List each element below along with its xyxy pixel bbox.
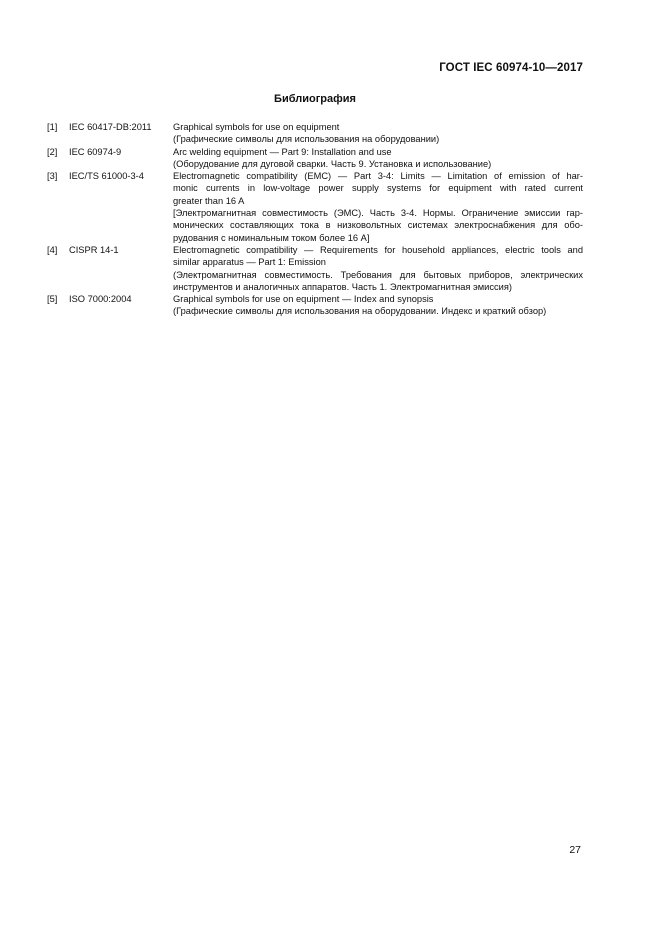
entry-line: (Графические символы для использования на оборудовании) [173, 134, 440, 145]
entry-code: IEC/TS 61000-3-4 [69, 171, 144, 182]
section-title: Библиография [274, 93, 356, 105]
entry-text [173, 293, 583, 318]
bibliography-entry [47, 146, 583, 171]
bibliography-entry [47, 170, 583, 244]
entry-line: монических составляющих тока в низковольтных системах электроснабжения для обо- [173, 220, 583, 231]
entry-line: (Оборудование для дуговой сварки. Часть 9. Установка и использование) [173, 158, 492, 169]
entry-line: (Графические символы для использования на оборудовании. Индекс и краткий обзор) [173, 306, 547, 317]
entry-code: CISPR 14-1 [69, 244, 119, 255]
entry-number: [2] [47, 146, 58, 157]
bibliography-list [47, 121, 583, 318]
entry-number: [3] [47, 171, 58, 182]
entry-line: (Электромагнитная совместимость. Требования для бытовых приборов, электрических [173, 269, 583, 280]
entry-line: Arc welding equipment — Part 9: Installation and use [173, 146, 392, 157]
bibliography-entry [47, 244, 583, 293]
entry-line: monic currents in low-voltage power supply systems for equipment with rated current [173, 183, 583, 194]
entry-line: Graphical symbols for use on equipment — Index and synopsis [173, 294, 434, 305]
standard-designation: ГОСТ IEC 60974-10—2017 [439, 62, 583, 74]
entry-code: IEC 60417-DB:2011 [69, 122, 152, 132]
page-number: 27 [569, 844, 581, 856]
entry-number: [5] [47, 294, 58, 305]
entry-number: [4] [47, 244, 58, 255]
entry-line: greater than 16 A [173, 195, 245, 206]
bibliography-entry [47, 293, 583, 318]
entry-code: IEC 60974-9 [69, 146, 122, 157]
entry-text [173, 170, 583, 244]
entry-number: [1] [47, 122, 58, 132]
entry-line: инструментов и аналогичных аппаратов. Часть 1. Электромагнитная эмиссия) [173, 281, 512, 292]
entry-line: Graphical symbols for use on equipment [173, 122, 340, 132]
entry-line: similar apparatus — Part 1: Emission [173, 257, 326, 268]
entry-line: рудования с номинальным током более 16 А] [173, 232, 370, 243]
entry-line: [Электромагнитная совместимость (ЭМС). Часть 3-4. Нормы. Ограничение эмиссии гар- [173, 208, 583, 219]
entry-line: Electromagnetic compatibility — Requirements for household appliances, electric tools and [173, 244, 583, 255]
entry-line: Electromagnetic compatibility (EMC) — Part 3-4: Limits — Limitation of emission of har- [173, 171, 583, 182]
entry-code: ISO 7000:2004 [69, 294, 132, 305]
bibliography-entry [47, 121, 583, 146]
entry-text [173, 121, 583, 146]
entry-text [173, 146, 583, 171]
entry-text [173, 244, 583, 293]
